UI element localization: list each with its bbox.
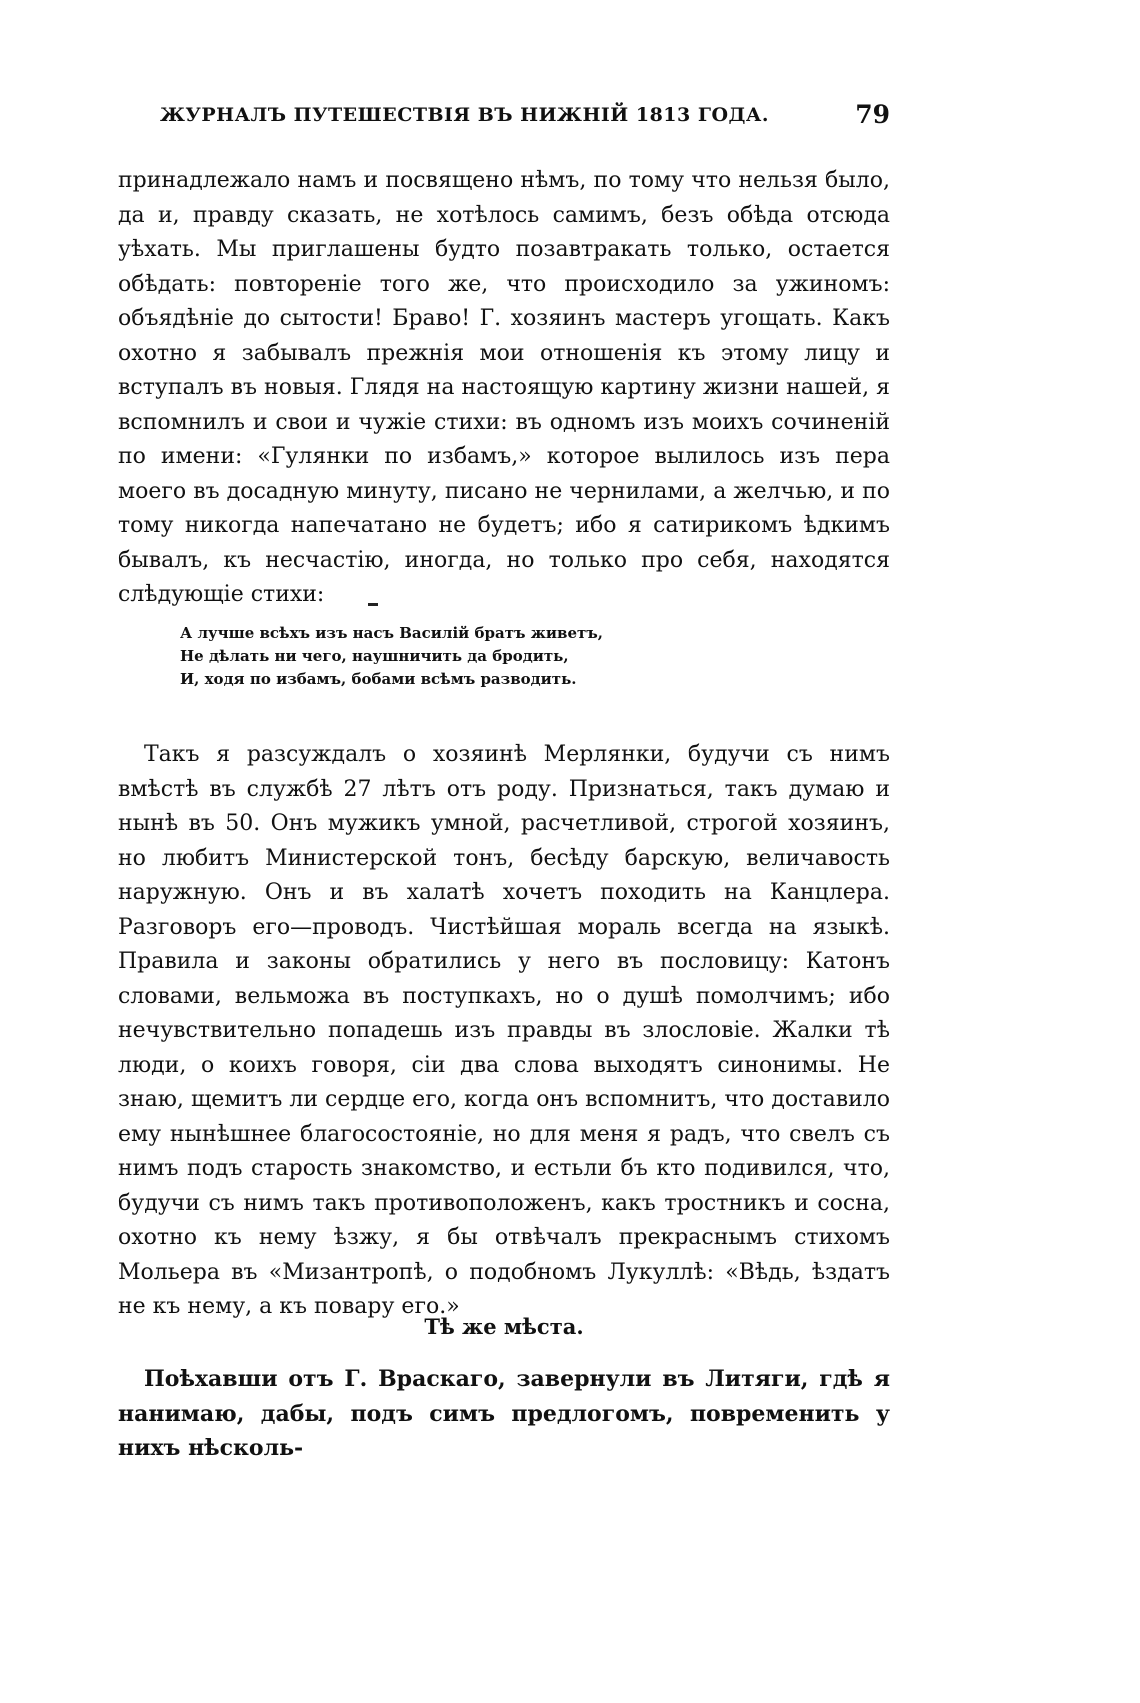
verse-line-3: И, ходя по избамъ, бобами всѣмъ разводить.: [180, 670, 577, 688]
paragraph-2: Такъ я разсуждалъ о хозяинѣ Мерлянки, будучи съ нимъ вмѣстѣ въ службѣ 27 лѣтъ отъ роду. Признаться, такъ думаю и нынѣ въ 50. Онъ мужикъ умной, расчетливой, строгой хозяинъ, но любитъ Министерской тонъ, бесѣду барскую, величавость наружную. Онъ и въ халатѣ хочетъ походить на Канцлера. Разговоръ его—проводъ. Чистѣйшая мораль всегда на языкѣ. Правила и законы обратились у него въ пословицу: Катонъ словами, вельможа въ поступкахъ, но о душѣ помолчимъ; ибо нечувствительно попадешь изъ правды въ злословіе. Жалки тѣ люди, о коихъ говоря, сіи два слова выходятъ синонимы. Не знаю, щемитъ ли сердце его, когда онъ вспомнитъ, что доставило ему нынѣшнее благосостояніе, но для меня я радъ, что свелъ съ нимъ подъ старость знакомство, и естьли бъ кто подивился, что, будучи съ нимъ такъ противоположенъ, какъ тростникъ и сосна, охотно къ нему ѣзжу, я бы отвѣчалъ прекраснымъ стихомъ Мольера въ «Мизантропѣ, о подобномъ Лукуллѣ: «Вѣдь, ѣздатъ не къ нему, а къ повару его.»: [118, 742, 890, 1319]
verse-line-2: Не дѣлать ни чего, наушничить да бродить,: [180, 647, 569, 665]
paragraph-3: Поѣхавши отъ Г. Враскаго, завернули въ Литяги, гдѣ я нанимаю, дабы, подъ симъ предлогомъ, повременить у нихъ нѣсколь-: [118, 1366, 890, 1461]
verse-line-1: А лучше всѣхъ изъ насъ Василій братъ живетъ,: [180, 624, 604, 642]
paragraph-3-block: [118, 1362, 890, 1466]
verse-quote: [180, 622, 700, 691]
page-header: [150, 100, 890, 140]
section-heading: Тѣ же мѣста.: [424, 1314, 584, 1339]
running-title: ЖУРНАЛЪ ПУТЕШЕСТВІЯ ВЪ НИЖНІЙ 1813 ГОДА.: [160, 104, 770, 126]
decorative-dash: [368, 603, 378, 606]
paragraph-1-block: [118, 164, 890, 613]
paragraph-2-block: [118, 738, 890, 1325]
page-number: 79: [855, 100, 890, 129]
paragraph-1: принадлежало намъ и посвящено нѣмъ, по тому что нельзя было, да и, правду сказать, не хотѣлось самимъ, безъ обѣда отсюда уѣхать. Мы приглашены будто позавтракать только, остается обѣдать: повтореніе того же, что происходило за ужиномъ: объядѣніе до сытости! Браво! Г. хозяинъ мастеръ угощать. Какъ охотно я забывалъ прежнія мои отношенія къ этому лицу и вступалъ въ новыя. Глядя на настоящую картину жизни нашей, я вспомнилъ и свои и чужіе стихи: въ одномъ изъ моихъ сочиненій по имени: «Гулянки по избамъ,» которое вылилось изъ пера моего въ досадную минуту, писано не чернилами, а желчью, и по тому никогда напечатано не будетъ; ибо я сатирикомъ ѣдкимъ бывалъ, къ несчастію, иногда, но только про себя, находятся слѣдующіе стихи:: [118, 168, 890, 607]
